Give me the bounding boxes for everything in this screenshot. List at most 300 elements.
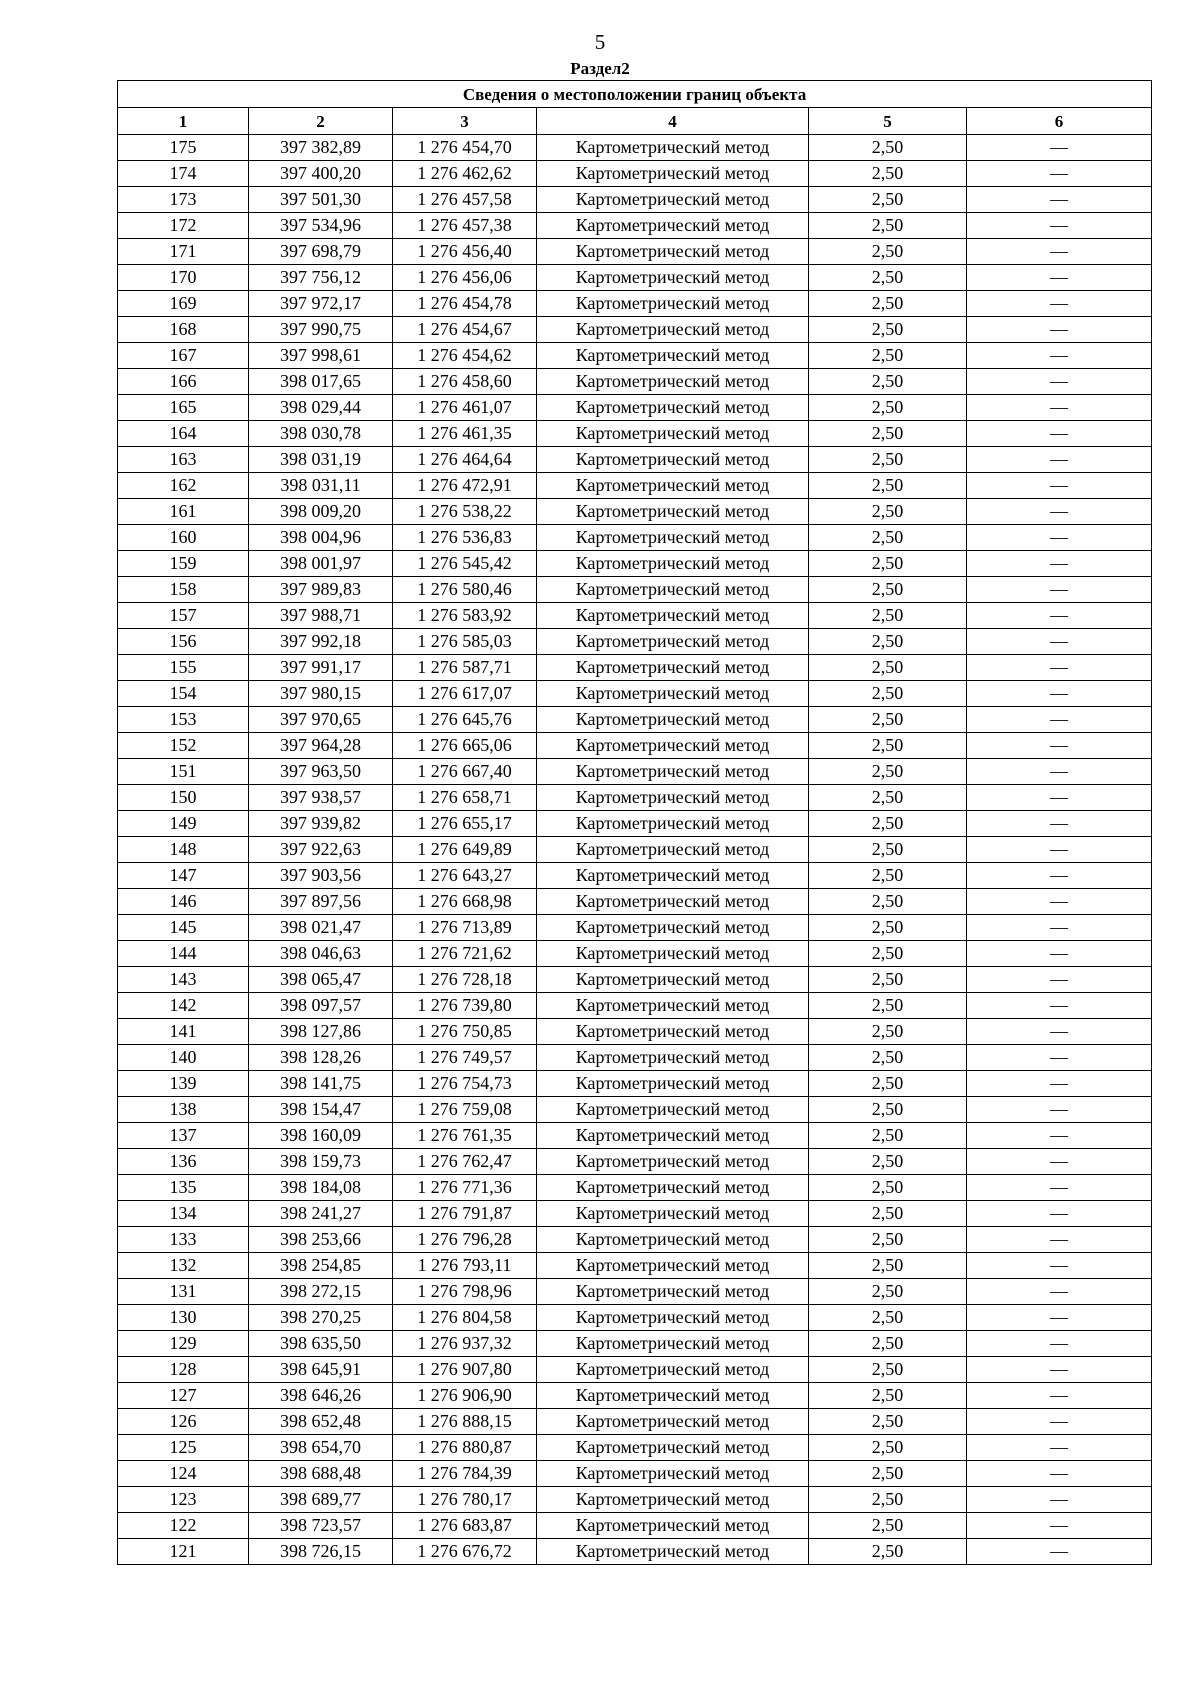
y-coordinate-cell: 1 276 643,27 bbox=[393, 863, 537, 889]
description-cell: — bbox=[967, 941, 1152, 967]
description-cell: — bbox=[967, 395, 1152, 421]
method-cell: Картометрический метод bbox=[537, 1357, 809, 1383]
x-coordinate-cell: 397 698,79 bbox=[249, 239, 393, 265]
accuracy-cell: 2,50 bbox=[809, 941, 967, 967]
accuracy-cell: 2,50 bbox=[809, 551, 967, 577]
method-cell: Картометрический метод bbox=[537, 1123, 809, 1149]
x-coordinate-cell: 398 635,50 bbox=[249, 1331, 393, 1357]
table-row bbox=[118, 733, 1152, 759]
x-coordinate-cell: 397 991,17 bbox=[249, 655, 393, 681]
description-cell: — bbox=[967, 239, 1152, 265]
y-coordinate-cell: 1 276 784,39 bbox=[393, 1461, 537, 1487]
column-header: 6 bbox=[967, 108, 1152, 135]
y-coordinate-cell: 1 276 798,96 bbox=[393, 1279, 537, 1305]
y-coordinate-cell: 1 276 454,70 bbox=[393, 135, 537, 161]
description-cell: — bbox=[967, 343, 1152, 369]
accuracy-cell: 2,50 bbox=[809, 681, 967, 707]
x-coordinate-cell: 398 029,44 bbox=[249, 395, 393, 421]
point-number-cell: 164 bbox=[118, 421, 249, 447]
x-coordinate-cell: 397 998,61 bbox=[249, 343, 393, 369]
method-cell: Картометрический метод bbox=[537, 1019, 809, 1045]
description-cell: — bbox=[967, 1149, 1152, 1175]
table-row bbox=[118, 785, 1152, 811]
point-number-cell: 122 bbox=[118, 1513, 249, 1539]
point-number-cell: 144 bbox=[118, 941, 249, 967]
method-cell: Картометрический метод bbox=[537, 369, 809, 395]
table-row bbox=[118, 1305, 1152, 1331]
accuracy-cell: 2,50 bbox=[809, 603, 967, 629]
description-cell: — bbox=[967, 1305, 1152, 1331]
description-cell: — bbox=[967, 317, 1152, 343]
accuracy-cell: 2,50 bbox=[809, 1331, 967, 1357]
description-cell: — bbox=[967, 161, 1152, 187]
x-coordinate-cell: 398 723,57 bbox=[249, 1513, 393, 1539]
accuracy-cell: 2,50 bbox=[809, 1201, 967, 1227]
column-header: 5 bbox=[809, 108, 967, 135]
accuracy-cell: 2,50 bbox=[809, 161, 967, 187]
method-cell: Картометрический метод bbox=[537, 1279, 809, 1305]
table-row bbox=[118, 1175, 1152, 1201]
x-coordinate-cell: 397 939,82 bbox=[249, 811, 393, 837]
accuracy-cell: 2,50 bbox=[809, 1513, 967, 1539]
page-number: 5 bbox=[594, 30, 606, 54]
accuracy-cell: 2,50 bbox=[809, 239, 967, 265]
y-coordinate-cell: 1 276 771,36 bbox=[393, 1175, 537, 1201]
accuracy-cell: 2,50 bbox=[809, 915, 967, 941]
x-coordinate-cell: 397 963,50 bbox=[249, 759, 393, 785]
table-row bbox=[118, 161, 1152, 187]
x-coordinate-cell: 398 646,26 bbox=[249, 1383, 393, 1409]
y-coordinate-cell: 1 276 761,35 bbox=[393, 1123, 537, 1149]
y-coordinate-cell: 1 276 791,87 bbox=[393, 1201, 537, 1227]
point-number-cell: 159 bbox=[118, 551, 249, 577]
point-number-cell: 125 bbox=[118, 1435, 249, 1461]
y-coordinate-cell: 1 276 750,85 bbox=[393, 1019, 537, 1045]
point-number-cell: 138 bbox=[118, 1097, 249, 1123]
description-cell: — bbox=[967, 551, 1152, 577]
point-number-cell: 128 bbox=[118, 1357, 249, 1383]
x-coordinate-cell: 398 004,96 bbox=[249, 525, 393, 551]
point-number-cell: 173 bbox=[118, 187, 249, 213]
method-cell: Картометрический метод bbox=[537, 395, 809, 421]
description-cell: — bbox=[967, 1253, 1152, 1279]
table-row bbox=[118, 343, 1152, 369]
table-row bbox=[118, 941, 1152, 967]
accuracy-cell: 2,50 bbox=[809, 1123, 967, 1149]
method-cell: Картометрический метод bbox=[537, 1435, 809, 1461]
method-cell: Картометрический метод bbox=[537, 1071, 809, 1097]
description-cell: — bbox=[967, 135, 1152, 161]
description-cell: — bbox=[967, 1357, 1152, 1383]
method-cell: Картометрический метод bbox=[537, 759, 809, 785]
accuracy-cell: 2,50 bbox=[809, 707, 967, 733]
x-coordinate-cell: 398 159,73 bbox=[249, 1149, 393, 1175]
y-coordinate-cell: 1 276 667,40 bbox=[393, 759, 537, 785]
accuracy-cell: 2,50 bbox=[809, 1097, 967, 1123]
table-row bbox=[118, 837, 1152, 863]
method-cell: Картометрический метод bbox=[537, 239, 809, 265]
point-number-cell: 153 bbox=[118, 707, 249, 733]
method-cell: Картометрический метод bbox=[537, 317, 809, 343]
method-cell: Картометрический метод bbox=[537, 1461, 809, 1487]
x-coordinate-cell: 398 127,86 bbox=[249, 1019, 393, 1045]
x-coordinate-cell: 397 972,17 bbox=[249, 291, 393, 317]
table-row bbox=[118, 1461, 1152, 1487]
table-row bbox=[118, 655, 1152, 681]
method-cell: Картометрический метод bbox=[537, 525, 809, 551]
point-number-cell: 162 bbox=[118, 473, 249, 499]
x-coordinate-cell: 397 990,75 bbox=[249, 317, 393, 343]
accuracy-cell: 2,50 bbox=[809, 811, 967, 837]
y-coordinate-cell: 1 276 793,11 bbox=[393, 1253, 537, 1279]
x-coordinate-cell: 397 903,56 bbox=[249, 863, 393, 889]
x-coordinate-cell: 398 652,48 bbox=[249, 1409, 393, 1435]
y-coordinate-cell: 1 276 754,73 bbox=[393, 1071, 537, 1097]
point-number-cell: 166 bbox=[118, 369, 249, 395]
method-cell: Картометрический метод bbox=[537, 1149, 809, 1175]
y-coordinate-cell: 1 276 888,15 bbox=[393, 1409, 537, 1435]
table-row bbox=[118, 369, 1152, 395]
description-cell: — bbox=[967, 1227, 1152, 1253]
description-cell: — bbox=[967, 1383, 1152, 1409]
column-header: 3 bbox=[393, 108, 537, 135]
table-row bbox=[118, 291, 1152, 317]
y-coordinate-cell: 1 276 617,07 bbox=[393, 681, 537, 707]
point-number-cell: 167 bbox=[118, 343, 249, 369]
method-cell: Картометрический метод bbox=[537, 1383, 809, 1409]
accuracy-cell: 2,50 bbox=[809, 291, 967, 317]
method-cell: Картометрический метод bbox=[537, 993, 809, 1019]
method-cell: Картометрический метод bbox=[537, 629, 809, 655]
table-row bbox=[118, 1045, 1152, 1071]
table-row bbox=[118, 629, 1152, 655]
x-coordinate-cell: 397 400,20 bbox=[249, 161, 393, 187]
accuracy-cell: 2,50 bbox=[809, 1253, 967, 1279]
table-row bbox=[118, 1357, 1152, 1383]
y-coordinate-cell: 1 276 583,92 bbox=[393, 603, 537, 629]
table-row bbox=[118, 265, 1152, 291]
table-row bbox=[118, 863, 1152, 889]
y-coordinate-cell: 1 276 458,60 bbox=[393, 369, 537, 395]
accuracy-cell: 2,50 bbox=[809, 889, 967, 915]
method-cell: Картометрический метод bbox=[537, 499, 809, 525]
point-number-cell: 148 bbox=[118, 837, 249, 863]
point-number-cell: 165 bbox=[118, 395, 249, 421]
point-number-cell: 131 bbox=[118, 1279, 249, 1305]
description-cell: — bbox=[967, 421, 1152, 447]
y-coordinate-cell: 1 276 713,89 bbox=[393, 915, 537, 941]
point-number-cell: 149 bbox=[118, 811, 249, 837]
table-row bbox=[118, 1071, 1152, 1097]
description-cell: — bbox=[967, 967, 1152, 993]
y-coordinate-cell: 1 276 645,76 bbox=[393, 707, 537, 733]
y-coordinate-cell: 1 276 454,67 bbox=[393, 317, 537, 343]
description-cell: — bbox=[967, 1175, 1152, 1201]
table-row bbox=[118, 1409, 1152, 1435]
accuracy-cell: 2,50 bbox=[809, 343, 967, 369]
accuracy-cell: 2,50 bbox=[809, 1045, 967, 1071]
method-cell: Картометрический метод bbox=[537, 967, 809, 993]
table-row bbox=[118, 239, 1152, 265]
y-coordinate-cell: 1 276 545,42 bbox=[393, 551, 537, 577]
y-coordinate-cell: 1 276 780,17 bbox=[393, 1487, 537, 1513]
point-number-cell: 142 bbox=[118, 993, 249, 1019]
accuracy-cell: 2,50 bbox=[809, 629, 967, 655]
y-coordinate-cell: 1 276 585,03 bbox=[393, 629, 537, 655]
description-cell: — bbox=[967, 213, 1152, 239]
accuracy-cell: 2,50 bbox=[809, 1175, 967, 1201]
x-coordinate-cell: 398 689,77 bbox=[249, 1487, 393, 1513]
point-number-cell: 163 bbox=[118, 447, 249, 473]
method-cell: Картометрический метод bbox=[537, 1045, 809, 1071]
table-row bbox=[118, 707, 1152, 733]
description-cell: — bbox=[967, 1201, 1152, 1227]
description-cell: — bbox=[967, 1045, 1152, 1071]
table-caption: Сведения о местоположении границ объекта bbox=[118, 81, 1152, 108]
x-coordinate-cell: 398 141,75 bbox=[249, 1071, 393, 1097]
table-row bbox=[118, 603, 1152, 629]
table-row bbox=[118, 1149, 1152, 1175]
x-coordinate-cell: 398 270,25 bbox=[249, 1305, 393, 1331]
x-coordinate-cell: 398 009,20 bbox=[249, 499, 393, 525]
description-cell: — bbox=[967, 265, 1152, 291]
point-number-cell: 155 bbox=[118, 655, 249, 681]
y-coordinate-cell: 1 276 907,80 bbox=[393, 1357, 537, 1383]
method-cell: Картометрический метод bbox=[537, 889, 809, 915]
y-coordinate-cell: 1 276 457,38 bbox=[393, 213, 537, 239]
table-row bbox=[118, 1435, 1152, 1461]
point-number-cell: 140 bbox=[118, 1045, 249, 1071]
x-coordinate-cell: 397 756,12 bbox=[249, 265, 393, 291]
point-number-cell: 172 bbox=[118, 213, 249, 239]
x-coordinate-cell: 398 645,91 bbox=[249, 1357, 393, 1383]
accuracy-cell: 2,50 bbox=[809, 1461, 967, 1487]
point-number-cell: 135 bbox=[118, 1175, 249, 1201]
table-row bbox=[118, 1279, 1152, 1305]
method-cell: Картометрический метод bbox=[537, 785, 809, 811]
y-coordinate-cell: 1 276 749,57 bbox=[393, 1045, 537, 1071]
description-cell: — bbox=[967, 1435, 1152, 1461]
accuracy-cell: 2,50 bbox=[809, 447, 967, 473]
description-cell: — bbox=[967, 655, 1152, 681]
point-number-cell: 168 bbox=[118, 317, 249, 343]
method-cell: Картометрический метод bbox=[537, 941, 809, 967]
x-coordinate-cell: 398 097,57 bbox=[249, 993, 393, 1019]
accuracy-cell: 2,50 bbox=[809, 1539, 967, 1565]
x-coordinate-cell: 398 688,48 bbox=[249, 1461, 393, 1487]
method-cell: Картометрический метод bbox=[537, 343, 809, 369]
point-number-cell: 157 bbox=[118, 603, 249, 629]
y-coordinate-cell: 1 276 728,18 bbox=[393, 967, 537, 993]
x-coordinate-cell: 398 254,85 bbox=[249, 1253, 393, 1279]
x-coordinate-cell: 397 992,18 bbox=[249, 629, 393, 655]
x-coordinate-cell: 398 184,08 bbox=[249, 1175, 393, 1201]
y-coordinate-cell: 1 276 721,62 bbox=[393, 941, 537, 967]
y-coordinate-cell: 1 276 759,08 bbox=[393, 1097, 537, 1123]
x-coordinate-cell: 398 128,26 bbox=[249, 1045, 393, 1071]
x-coordinate-cell: 397 988,71 bbox=[249, 603, 393, 629]
method-cell: Картометрический метод bbox=[537, 1097, 809, 1123]
x-coordinate-cell: 398 030,78 bbox=[249, 421, 393, 447]
accuracy-cell: 2,50 bbox=[809, 1071, 967, 1097]
accuracy-cell: 2,50 bbox=[809, 785, 967, 811]
accuracy-cell: 2,50 bbox=[809, 1227, 967, 1253]
y-coordinate-cell: 1 276 739,80 bbox=[393, 993, 537, 1019]
description-cell: — bbox=[967, 993, 1152, 1019]
x-coordinate-cell: 398 065,47 bbox=[249, 967, 393, 993]
y-coordinate-cell: 1 276 649,89 bbox=[393, 837, 537, 863]
point-number-cell: 150 bbox=[118, 785, 249, 811]
table-caption-row bbox=[118, 81, 1152, 108]
method-cell: Картометрический метод bbox=[537, 161, 809, 187]
point-number-cell: 130 bbox=[118, 1305, 249, 1331]
accuracy-cell: 2,50 bbox=[809, 1435, 967, 1461]
table-row bbox=[118, 1383, 1152, 1409]
table-row bbox=[118, 395, 1152, 421]
description-cell: — bbox=[967, 525, 1152, 551]
description-cell: — bbox=[967, 499, 1152, 525]
y-coordinate-cell: 1 276 461,35 bbox=[393, 421, 537, 447]
accuracy-cell: 2,50 bbox=[809, 1487, 967, 1513]
y-coordinate-cell: 1 276 461,07 bbox=[393, 395, 537, 421]
table-row bbox=[118, 993, 1152, 1019]
table-row bbox=[118, 915, 1152, 941]
x-coordinate-cell: 398 241,27 bbox=[249, 1201, 393, 1227]
table-header-row bbox=[118, 108, 1152, 135]
y-coordinate-cell: 1 276 906,90 bbox=[393, 1383, 537, 1409]
x-coordinate-cell: 398 031,11 bbox=[249, 473, 393, 499]
x-coordinate-cell: 397 382,89 bbox=[249, 135, 393, 161]
description-cell: — bbox=[967, 889, 1152, 915]
accuracy-cell: 2,50 bbox=[809, 187, 967, 213]
method-cell: Картометрический метод bbox=[537, 421, 809, 447]
accuracy-cell: 2,50 bbox=[809, 421, 967, 447]
point-number-cell: 137 bbox=[118, 1123, 249, 1149]
method-cell: Картометрический метод bbox=[537, 681, 809, 707]
description-cell: — bbox=[967, 1279, 1152, 1305]
description-cell: — bbox=[967, 187, 1152, 213]
table-row bbox=[118, 1331, 1152, 1357]
table-row bbox=[118, 681, 1152, 707]
description-cell: — bbox=[967, 811, 1152, 837]
table-row bbox=[118, 473, 1152, 499]
boundary-coordinates-table bbox=[117, 80, 1152, 1565]
point-number-cell: 121 bbox=[118, 1539, 249, 1565]
y-coordinate-cell: 1 276 880,87 bbox=[393, 1435, 537, 1461]
y-coordinate-cell: 1 276 580,46 bbox=[393, 577, 537, 603]
y-coordinate-cell: 1 276 804,58 bbox=[393, 1305, 537, 1331]
method-cell: Картометрический метод bbox=[537, 447, 809, 473]
x-coordinate-cell: 397 534,96 bbox=[249, 213, 393, 239]
y-coordinate-cell: 1 276 456,06 bbox=[393, 265, 537, 291]
y-coordinate-cell: 1 276 454,78 bbox=[393, 291, 537, 317]
point-number-cell: 147 bbox=[118, 863, 249, 889]
method-cell: Картометрический метод bbox=[537, 213, 809, 239]
x-coordinate-cell: 397 989,83 bbox=[249, 577, 393, 603]
x-coordinate-cell: 397 980,15 bbox=[249, 681, 393, 707]
y-coordinate-cell: 1 276 456,40 bbox=[393, 239, 537, 265]
point-number-cell: 169 bbox=[118, 291, 249, 317]
point-number-cell: 174 bbox=[118, 161, 249, 187]
method-cell: Картометрический метод bbox=[537, 187, 809, 213]
point-number-cell: 154 bbox=[118, 681, 249, 707]
y-coordinate-cell: 1 276 457,58 bbox=[393, 187, 537, 213]
y-coordinate-cell: 1 276 454,62 bbox=[393, 343, 537, 369]
table-row bbox=[118, 1019, 1152, 1045]
table-row bbox=[118, 1487, 1152, 1513]
section-title: Раздел2 bbox=[570, 59, 630, 78]
table-row bbox=[118, 759, 1152, 785]
description-cell: — bbox=[967, 447, 1152, 473]
point-number-cell: 145 bbox=[118, 915, 249, 941]
method-cell: Картометрический метод bbox=[537, 1409, 809, 1435]
method-cell: Картометрический метод bbox=[537, 1227, 809, 1253]
method-cell: Картометрический метод bbox=[537, 473, 809, 499]
accuracy-cell: 2,50 bbox=[809, 863, 967, 889]
point-number-cell: 158 bbox=[118, 577, 249, 603]
description-cell: — bbox=[967, 733, 1152, 759]
point-number-cell: 124 bbox=[118, 1461, 249, 1487]
accuracy-cell: 2,50 bbox=[809, 265, 967, 291]
point-number-cell: 127 bbox=[118, 1383, 249, 1409]
table-row bbox=[118, 1253, 1152, 1279]
accuracy-cell: 2,50 bbox=[809, 655, 967, 681]
description-cell: — bbox=[967, 291, 1152, 317]
point-number-cell: 126 bbox=[118, 1409, 249, 1435]
method-cell: Картометрический метод bbox=[537, 733, 809, 759]
y-coordinate-cell: 1 276 587,71 bbox=[393, 655, 537, 681]
point-number-cell: 143 bbox=[118, 967, 249, 993]
table-row bbox=[118, 967, 1152, 993]
table-row bbox=[118, 447, 1152, 473]
accuracy-cell: 2,50 bbox=[809, 577, 967, 603]
description-cell: — bbox=[967, 681, 1152, 707]
method-cell: Картометрический метод bbox=[537, 1331, 809, 1357]
x-coordinate-cell: 398 001,97 bbox=[249, 551, 393, 577]
method-cell: Картометрический метод bbox=[537, 603, 809, 629]
accuracy-cell: 2,50 bbox=[809, 213, 967, 239]
accuracy-cell: 2,50 bbox=[809, 1149, 967, 1175]
x-coordinate-cell: 398 021,47 bbox=[249, 915, 393, 941]
method-cell: Картометрический метод bbox=[537, 551, 809, 577]
table-row bbox=[118, 1513, 1152, 1539]
table-body bbox=[118, 135, 1152, 1565]
method-cell: Картометрический метод bbox=[537, 863, 809, 889]
description-cell: — bbox=[967, 369, 1152, 395]
description-cell: — bbox=[967, 759, 1152, 785]
table-row bbox=[118, 421, 1152, 447]
accuracy-cell: 2,50 bbox=[809, 967, 967, 993]
point-number-cell: 132 bbox=[118, 1253, 249, 1279]
description-cell: — bbox=[967, 1513, 1152, 1539]
description-cell: — bbox=[967, 1019, 1152, 1045]
table-row bbox=[118, 1097, 1152, 1123]
description-cell: — bbox=[967, 1487, 1152, 1513]
point-number-cell: 170 bbox=[118, 265, 249, 291]
column-header: 2 bbox=[249, 108, 393, 135]
x-coordinate-cell: 397 970,65 bbox=[249, 707, 393, 733]
point-number-cell: 156 bbox=[118, 629, 249, 655]
method-cell: Картометрический метод bbox=[537, 1305, 809, 1331]
accuracy-cell: 2,50 bbox=[809, 837, 967, 863]
y-coordinate-cell: 1 276 536,83 bbox=[393, 525, 537, 551]
x-coordinate-cell: 397 501,30 bbox=[249, 187, 393, 213]
method-cell: Картометрический метод bbox=[537, 811, 809, 837]
x-coordinate-cell: 397 938,57 bbox=[249, 785, 393, 811]
point-number-cell: 160 bbox=[118, 525, 249, 551]
accuracy-cell: 2,50 bbox=[809, 993, 967, 1019]
table-row bbox=[118, 1201, 1152, 1227]
